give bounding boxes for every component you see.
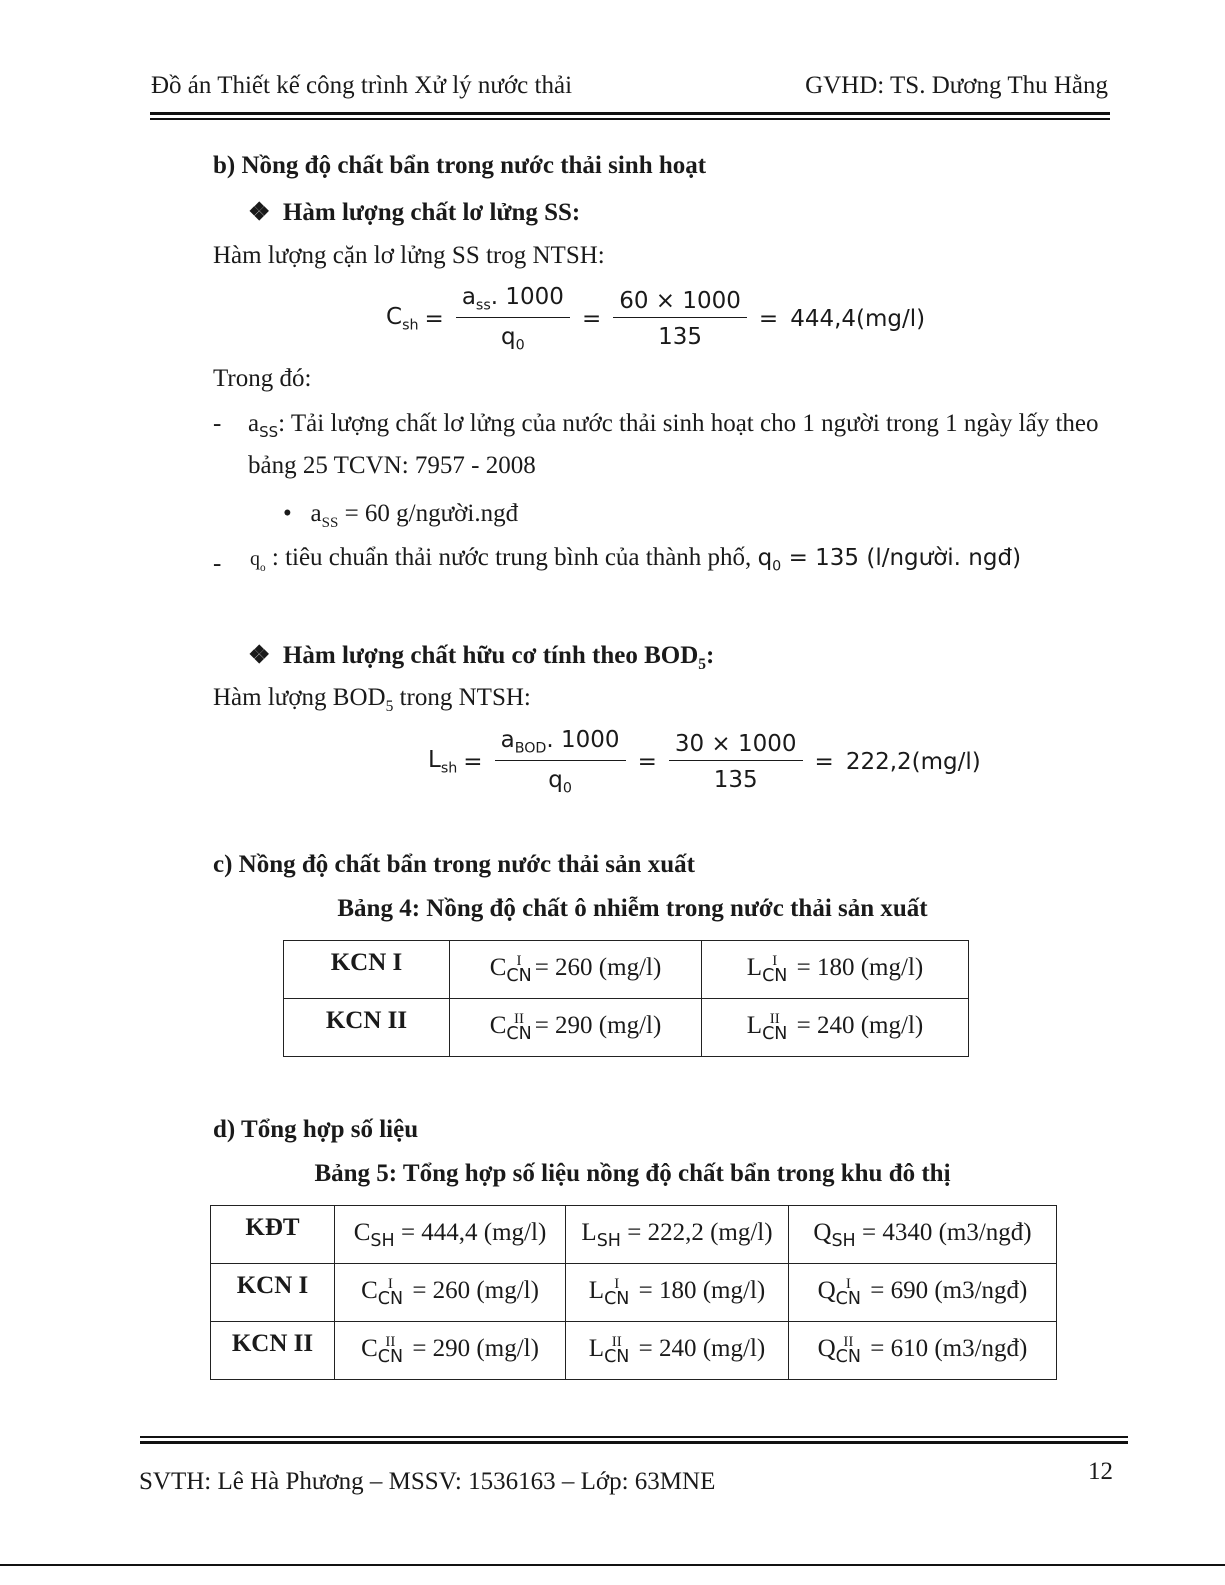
eq2-fraction-2: $\frac{30 \times 1000}{135}$ bbox=[669, 731, 803, 793]
equation-lsh: $L_{sh}$ = $\frac{a_{BOD}. 1000}{q_0}$ = $\frac{30 \times 1000}{135}$ = 222,2(mg/l) bbox=[428, 727, 981, 797]
table-4-l-kcn2: L II CN = 240 (mg/l) bbox=[702, 999, 969, 1057]
table-5-q-kdt: $Q_{SH} = 4340$ (m3/ngđ) bbox=[789, 1206, 1057, 1264]
table-row bbox=[284, 941, 969, 999]
table-4-title: Bảng 4: Nồng độ chất ô nhiễm trong nước thải sản xuất bbox=[337, 895, 928, 922]
ass-description-2: bảng 25 TCVN: 7957 - 2008 bbox=[248, 452, 536, 479]
eq1-fraction-1: $\frac{a_{ss}. 1000}{q_0}$ bbox=[456, 284, 570, 353]
table-5-c-kdt: $C_{SH} = 444,4$ (mg/l) bbox=[335, 1206, 566, 1264]
diamond-bullet-icon-2: ❖ bbox=[248, 642, 271, 669]
ss-intro: Hàm lượng cặn lơ lửng SS trog NTSH: bbox=[213, 242, 605, 269]
footer-rule bbox=[140, 1441, 1128, 1444]
table-row bbox=[211, 1206, 1057, 1264]
table-4 bbox=[283, 940, 969, 1057]
eq1-fraction-2: $\frac{60 \times 1000}{135}$ bbox=[613, 288, 747, 350]
table-4-c-kcn2: C II CN = 290 (mg/l) bbox=[450, 999, 702, 1057]
diamond-bullet-icon: ❖ bbox=[248, 199, 271, 226]
ass-value-item: • $a_{SS} = 60$ g/người.ngđ bbox=[283, 500, 519, 531]
equation-css: $C_{sh}$ = $\frac{a_{ss}. 1000}{q_0}$ = $\frac{60 \times 1000}{135}$ = 444,4(mg/l) bbox=[386, 284, 926, 354]
table-5-l-kdt: $L_{SH} = 222,2$ (mg/l) bbox=[566, 1206, 789, 1264]
page-number: 12 bbox=[1088, 1458, 1113, 1485]
table-5-title: Bảng 5: Tổng hợp số liệu nồng độ chất bẩn trong khu đô thị bbox=[314, 1160, 951, 1187]
table-4-label-kcn2: KCN II bbox=[284, 999, 450, 1057]
eq2-lhs: $L_{sh}$ bbox=[428, 746, 458, 777]
ss-heading-text: Hàm lượng chất lơ lửng SS: bbox=[282, 199, 581, 226]
table-4-label-kcn1: KCN I bbox=[284, 941, 450, 999]
table-row bbox=[211, 1322, 1057, 1380]
bod-intro: Hàm lượng $BOD_5$ trong NTSH: bbox=[213, 684, 531, 715]
table-row bbox=[284, 999, 969, 1057]
eq2-fraction-1: $\frac{a_{BOD}. 1000}{q_0}$ bbox=[495, 727, 626, 796]
footer-rule-thin bbox=[140, 1436, 1128, 1438]
table-5-l-kcn2: L II CN = 240 (mg/l) bbox=[566, 1322, 789, 1380]
table-5-q-kcn2: Q II CN = 610 (m3/ngđ) bbox=[789, 1322, 1057, 1380]
header-rule bbox=[150, 112, 1110, 115]
header-left: Đồ án Thiết kế công trình Xử lý nước thải bbox=[151, 72, 573, 99]
table-4-c-kcn1: C I CN = 260 (mg/l) bbox=[450, 941, 702, 999]
eq1-result: 444,4(mg/l) bbox=[790, 305, 926, 332]
section-d-heading: d) Tổng hợp số liệu bbox=[213, 1116, 419, 1143]
header-rule-thin bbox=[150, 118, 1110, 120]
table-5-c-kcn2: C II CN = 290 (mg/l) bbox=[335, 1322, 566, 1380]
footer-left: SVTH: Lê Hà Phương – MSSV: 1536163 – Lớp: 63MNE bbox=[139, 1468, 716, 1495]
table-4-l-kcn1: L I CN = 180 (mg/l) bbox=[702, 941, 969, 999]
trong-do-label: Trong đó: bbox=[213, 365, 312, 392]
table-5 bbox=[210, 1205, 1057, 1380]
table-5-label-kcn2: KCN II bbox=[211, 1322, 335, 1380]
section-c-heading: c) Nồng độ chất bẩn trong nước thải sản xuất bbox=[213, 851, 695, 878]
ss-heading bbox=[248, 197, 580, 227]
ass-description: $a_{SS}$: Tải lượng chất lơ lửng của nước thải sinh hoạt cho 1 người trong 1 ngày lấy theo bbox=[248, 410, 1099, 441]
q0-description: $q_o$ : tiêu chuẩn thải nước trung bình của thành phố, $q_0 = 135$ (l/người. ngđ) bbox=[250, 544, 1022, 575]
page-edge-rule bbox=[0, 1564, 1225, 1566]
eq1-lhs: $C_{sh}$ bbox=[386, 303, 419, 334]
header-right: GVHD: TS. Dương Thu Hằng bbox=[805, 72, 1108, 99]
dash-bullet: - bbox=[213, 410, 222, 437]
round-bullet-icon: • bbox=[283, 500, 292, 527]
table-row bbox=[211, 1264, 1057, 1322]
table-5-q-kcn1: Q I CN = 690 (m3/ngđ) bbox=[789, 1264, 1057, 1322]
table-5-l-kcn1: L I CN = 180 (mg/l) bbox=[566, 1264, 789, 1322]
table-5-label-kcn1: KCN I bbox=[211, 1264, 335, 1322]
dash-bullet-2: - bbox=[213, 550, 222, 577]
eq2-result: 222,2(mg/l) bbox=[845, 748, 981, 775]
section-b-heading: b) Nồng độ chất bẩn trong nước thải sinh hoạt bbox=[213, 152, 707, 179]
bod-heading: ❖ Hàm lượng chất hữu cơ tính theo $BOD_5$: bbox=[248, 642, 715, 673]
table-5-c-kcn1: C I CN = 260 (mg/l) bbox=[335, 1264, 566, 1322]
table-5-label-kdt: KĐT bbox=[211, 1206, 335, 1264]
